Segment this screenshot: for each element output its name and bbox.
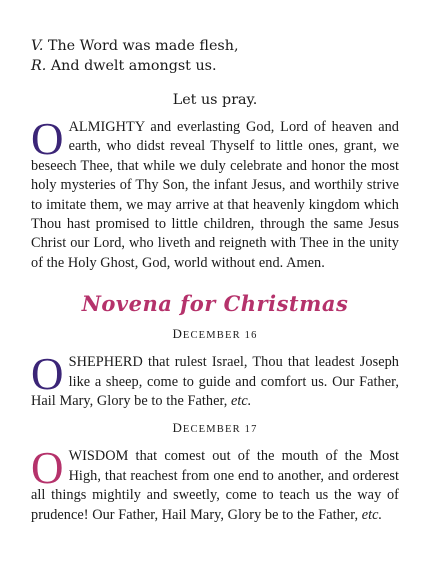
novena-title: Novena for Christmas <box>81 291 349 317</box>
response-line <box>31 56 399 76</box>
antiphon-december-17 <box>31 443 399 525</box>
collect-caps: ALMIGHTY <box>68 119 145 135</box>
antiphon-drop-cap: O <box>31 349 64 400</box>
response-text: And dwelt amongst us. <box>46 58 217 74</box>
day-heading-december-17 <box>31 419 399 439</box>
collect-text: and everlasting God, Lord of heaven and earth, who didst reveal Thyself to little ones, grant, we beseech Thee, that while we duly celebrate and honor the most holy mysteries of Thy Son, the infant Jesus, and worthily strive to imitate them, we may arrive at that heavenly kingdom which Thou hast promised to little children, through the same Jesus Christ our Lord, who liveth and reigneth with Thee in the unity of the Holy Ghost, God, world without end. Amen. <box>31 119 399 271</box>
antiphon-text: that comest out of the mouth of the Most High, that reachest from one end to another, and orderest all things mightily and sweetly, come to teach us the way of prudence! Our Father, Hail Mary, Glory be to the Father, <box>31 448 399 523</box>
versicle-line <box>31 36 399 56</box>
versicle-mark: V. <box>31 38 44 54</box>
day-heading-rest: ECEMBER 16 <box>182 330 258 342</box>
antiphon-december-16 <box>31 349 399 411</box>
antiphon-caps: SHEPHERD <box>68 354 143 371</box>
day-heading-rest: ECEMBER 17 <box>182 424 258 436</box>
day-heading-first: D <box>172 326 183 342</box>
day-heading-december-16 <box>31 325 399 345</box>
antiphon-etc: etc. <box>361 506 383 523</box>
collect-drop-cap: O <box>31 114 64 164</box>
collect-paragraph <box>31 114 399 273</box>
versicle-text: The Word was made flesh, <box>43 38 239 54</box>
antiphon-caps: WISDOM <box>68 448 129 465</box>
antiphon-drop-cap: O <box>31 443 64 494</box>
day-heading-first: D <box>172 420 183 436</box>
antiphon-etc: etc. <box>230 393 252 410</box>
antiphon-text: that rulest Israel, Thou that leadest Joseph like a sheep, come to guide and comfort us. Our Father, Hail Mary, Glory be to the Father, <box>31 354 399 410</box>
pray-heading: Let us pray. <box>172 92 258 108</box>
response-mark: R. <box>31 58 47 74</box>
